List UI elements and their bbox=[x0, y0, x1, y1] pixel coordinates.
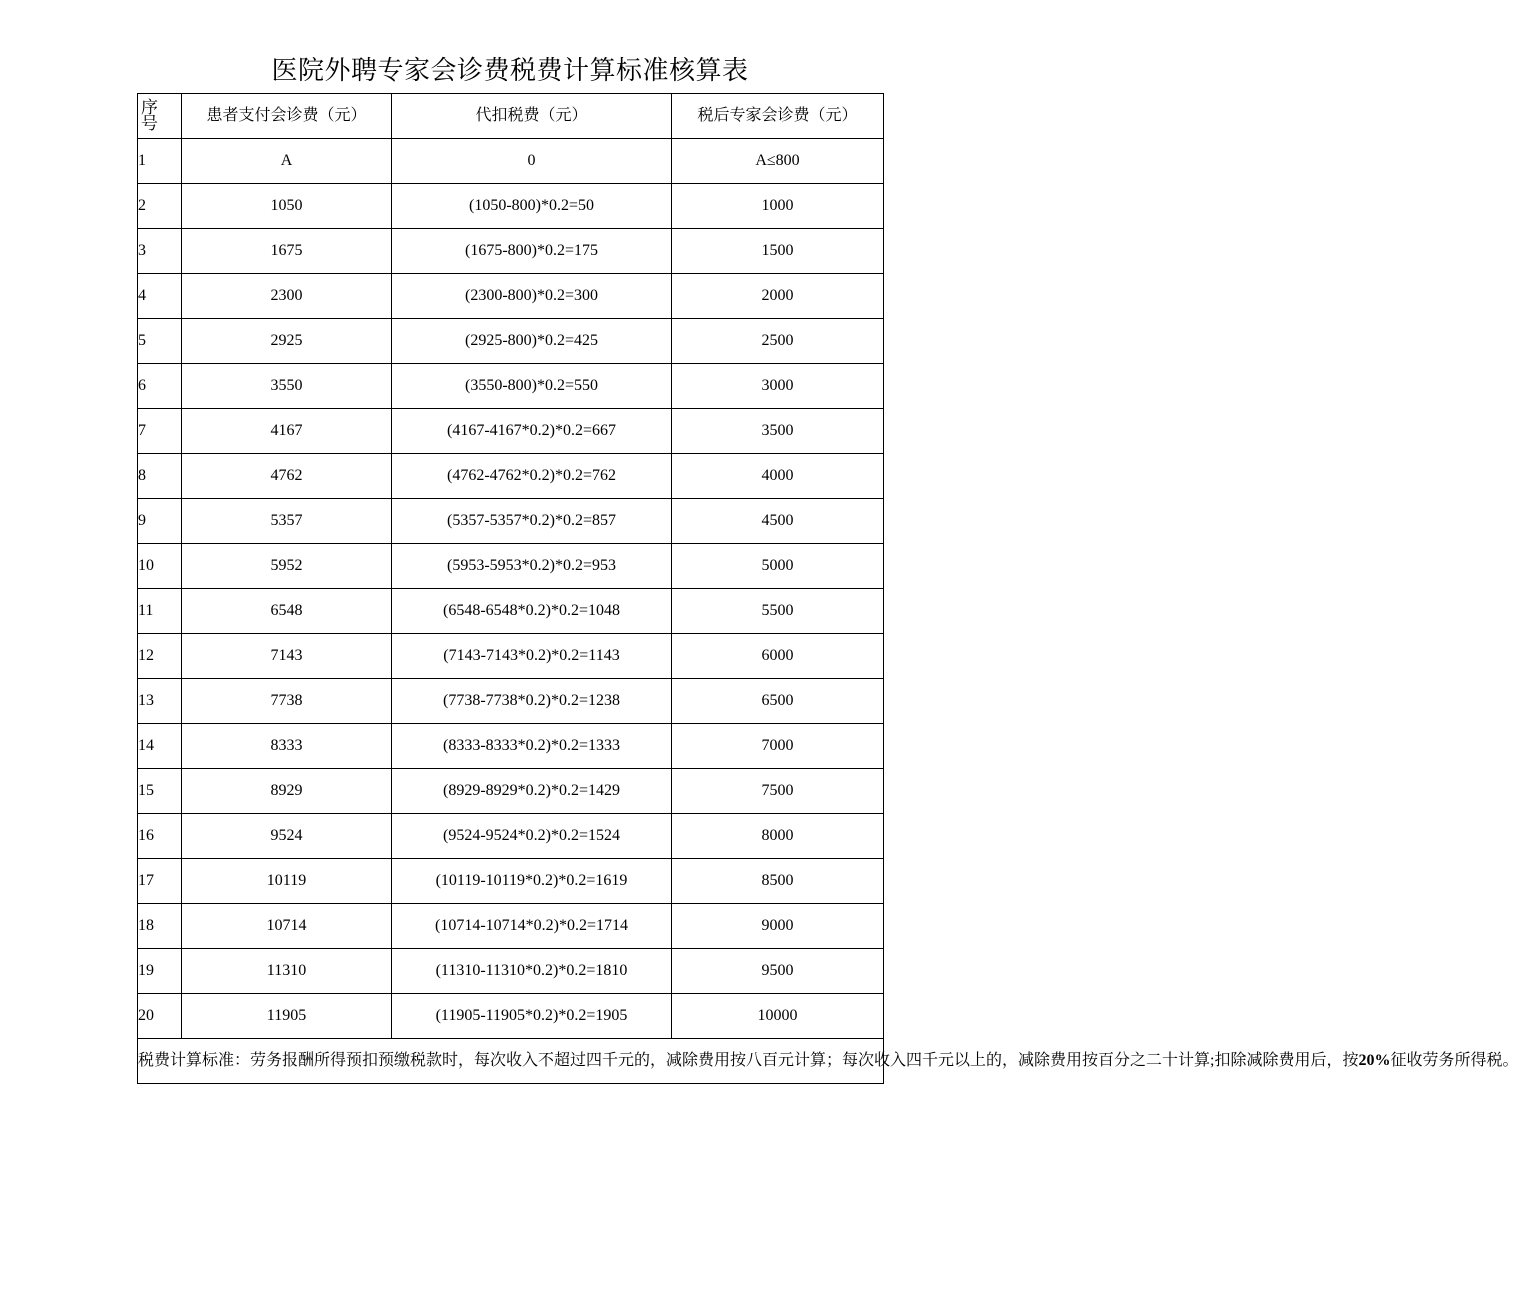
cell-withheld-tax: (7738-7738*0.2)*0.2=1238 bbox=[392, 679, 672, 724]
cell-withheld-tax: (2300-800)*0.2=300 bbox=[392, 274, 672, 319]
cell-after-tax-fee: 10000 bbox=[672, 994, 884, 1039]
cell-withheld-tax: (5357-5357*0.2)*0.2=857 bbox=[392, 499, 672, 544]
cell-no: 10 bbox=[138, 544, 182, 589]
cell-withheld-tax: (4762-4762*0.2)*0.2=762 bbox=[392, 454, 672, 499]
header-no-line2: 号 bbox=[141, 114, 158, 133]
table-row bbox=[138, 409, 884, 454]
cell-patient-fee: 3550 bbox=[182, 364, 392, 409]
cell-after-tax-fee: 7000 bbox=[672, 724, 884, 769]
table-row bbox=[138, 274, 884, 319]
cell-patient-fee: 10714 bbox=[182, 904, 392, 949]
table-row bbox=[138, 994, 884, 1039]
cell-patient-fee: 2925 bbox=[182, 319, 392, 364]
table-row bbox=[138, 949, 884, 994]
table-row bbox=[138, 454, 884, 499]
note-text-after: 征收劳务所得税。 bbox=[1390, 1052, 1518, 1069]
cell-patient-fee: 4762 bbox=[182, 454, 392, 499]
cell-patient-fee: 8929 bbox=[182, 769, 392, 814]
cell-after-tax-fee: 4500 bbox=[672, 499, 884, 544]
table-body bbox=[138, 139, 884, 1039]
cell-after-tax-fee: 4000 bbox=[672, 454, 884, 499]
note-text-before: 税费计算标准：劳务报酬所得预扣预缴税款时，每次收入不超过四千元的，减除费用按八百元计算；每次收入四千元以上的，减除费用按百分之二十计算;扣除减除费用后，按 bbox=[138, 1052, 1359, 1069]
cell-patient-fee: 5952 bbox=[182, 544, 392, 589]
note-row bbox=[138, 1039, 884, 1084]
table-row bbox=[138, 184, 884, 229]
cell-no: 8 bbox=[138, 454, 182, 499]
cell-after-tax-fee: 9500 bbox=[672, 949, 884, 994]
table-row bbox=[138, 679, 884, 724]
table-row bbox=[138, 229, 884, 274]
cell-withheld-tax: (7143-7143*0.2)*0.2=1143 bbox=[392, 634, 672, 679]
table-row bbox=[138, 544, 884, 589]
header-after-tax-fee: 税后专家会诊费（元） bbox=[672, 94, 884, 139]
cell-no: 3 bbox=[138, 229, 182, 274]
cell-withheld-tax: (8929-8929*0.2)*0.2=1429 bbox=[392, 769, 672, 814]
cell-after-tax-fee: 5500 bbox=[672, 589, 884, 634]
cell-withheld-tax: (10119-10119*0.2)*0.2=1619 bbox=[392, 859, 672, 904]
cell-no: 15 bbox=[138, 769, 182, 814]
cell-patient-fee: 1675 bbox=[182, 229, 392, 274]
cell-patient-fee: 5357 bbox=[182, 499, 392, 544]
cell-patient-fee: 11310 bbox=[182, 949, 392, 994]
header-no-line1: 序 bbox=[141, 98, 158, 117]
header-no bbox=[138, 94, 182, 139]
cell-patient-fee: 7738 bbox=[182, 679, 392, 724]
cell-no: 16 bbox=[138, 814, 182, 859]
cell-withheld-tax: (8333-8333*0.2)*0.2=1333 bbox=[392, 724, 672, 769]
table-row bbox=[138, 589, 884, 634]
cell-patient-fee: 1050 bbox=[182, 184, 392, 229]
cell-no: 18 bbox=[138, 904, 182, 949]
cell-no: 6 bbox=[138, 364, 182, 409]
cell-withheld-tax: (11310-11310*0.2)*0.2=1810 bbox=[392, 949, 672, 994]
header-patient-fee: 患者支付会诊费（元） bbox=[182, 94, 392, 139]
cell-no: 2 bbox=[138, 184, 182, 229]
cell-withheld-tax: (11905-11905*0.2)*0.2=1905 bbox=[392, 994, 672, 1039]
cell-after-tax-fee: 8500 bbox=[672, 859, 884, 904]
cell-after-tax-fee: 7500 bbox=[672, 769, 884, 814]
table-row bbox=[138, 814, 884, 859]
cell-patient-fee: 10119 bbox=[182, 859, 392, 904]
cell-no: 7 bbox=[138, 409, 182, 454]
cell-after-tax-fee: 3000 bbox=[672, 364, 884, 409]
table-row bbox=[138, 904, 884, 949]
table-row bbox=[138, 769, 884, 814]
cell-withheld-tax: 0 bbox=[392, 139, 672, 184]
cell-after-tax-fee: 6000 bbox=[672, 634, 884, 679]
cell-withheld-tax: (9524-9524*0.2)*0.2=1524 bbox=[392, 814, 672, 859]
cell-after-tax-fee: 5000 bbox=[672, 544, 884, 589]
cell-withheld-tax: (1050-800)*0.2=50 bbox=[392, 184, 672, 229]
table-row bbox=[138, 319, 884, 364]
cell-patient-fee: 8333 bbox=[182, 724, 392, 769]
cell-withheld-tax: (10714-10714*0.2)*0.2=1714 bbox=[392, 904, 672, 949]
cell-no: 13 bbox=[138, 679, 182, 724]
cell-patient-fee: 11905 bbox=[182, 994, 392, 1039]
note-rate: 20% bbox=[1358, 1052, 1391, 1069]
cell-after-tax-fee: 3500 bbox=[672, 409, 884, 454]
cell-withheld-tax: (4167-4167*0.2)*0.2=667 bbox=[392, 409, 672, 454]
cell-patient-fee: 2300 bbox=[182, 274, 392, 319]
cell-no: 20 bbox=[138, 994, 182, 1039]
cell-no: 4 bbox=[138, 274, 182, 319]
table-row bbox=[138, 724, 884, 769]
header-withheld-tax: 代扣税费（元） bbox=[392, 94, 672, 139]
cell-no: 19 bbox=[138, 949, 182, 994]
cell-no: 1 bbox=[138, 139, 182, 184]
cell-patient-fee: 7143 bbox=[182, 634, 392, 679]
table-row bbox=[138, 499, 884, 544]
cell-patient-fee: 9524 bbox=[182, 814, 392, 859]
cell-after-tax-fee: 1000 bbox=[672, 184, 884, 229]
cell-after-tax-fee: 2500 bbox=[672, 319, 884, 364]
cell-patient-fee: A bbox=[182, 139, 392, 184]
cell-no: 5 bbox=[138, 319, 182, 364]
table-row bbox=[138, 364, 884, 409]
cell-no: 11 bbox=[138, 589, 182, 634]
cell-patient-fee: 4167 bbox=[182, 409, 392, 454]
cell-after-tax-fee: A≤800 bbox=[672, 139, 884, 184]
cell-withheld-tax: (5953-5953*0.2)*0.2=953 bbox=[392, 544, 672, 589]
cell-no: 17 bbox=[138, 859, 182, 904]
cell-withheld-tax: (3550-800)*0.2=550 bbox=[392, 364, 672, 409]
cell-after-tax-fee: 6500 bbox=[672, 679, 884, 724]
cell-no: 9 bbox=[138, 499, 182, 544]
table-row bbox=[138, 139, 884, 184]
cell-withheld-tax: (1675-800)*0.2=175 bbox=[392, 229, 672, 274]
table-row bbox=[138, 859, 884, 904]
cell-patient-fee: 6548 bbox=[182, 589, 392, 634]
page-title: 医院外聘专家会诊费税费计算标准核算表 bbox=[271, 56, 749, 86]
cell-after-tax-fee: 2000 bbox=[672, 274, 884, 319]
cell-withheld-tax: (6548-6548*0.2)*0.2=1048 bbox=[392, 589, 672, 634]
cell-no: 12 bbox=[138, 634, 182, 679]
cell-after-tax-fee: 8000 bbox=[672, 814, 884, 859]
cell-after-tax-fee: 9000 bbox=[672, 904, 884, 949]
tax-standard-note bbox=[138, 1039, 1518, 1084]
table-header-row bbox=[138, 94, 884, 139]
cell-after-tax-fee: 1500 bbox=[672, 229, 884, 274]
fee-table bbox=[137, 93, 1518, 1084]
table-row bbox=[138, 634, 884, 679]
cell-withheld-tax: (2925-800)*0.2=425 bbox=[392, 319, 672, 364]
cell-no: 14 bbox=[138, 724, 182, 769]
